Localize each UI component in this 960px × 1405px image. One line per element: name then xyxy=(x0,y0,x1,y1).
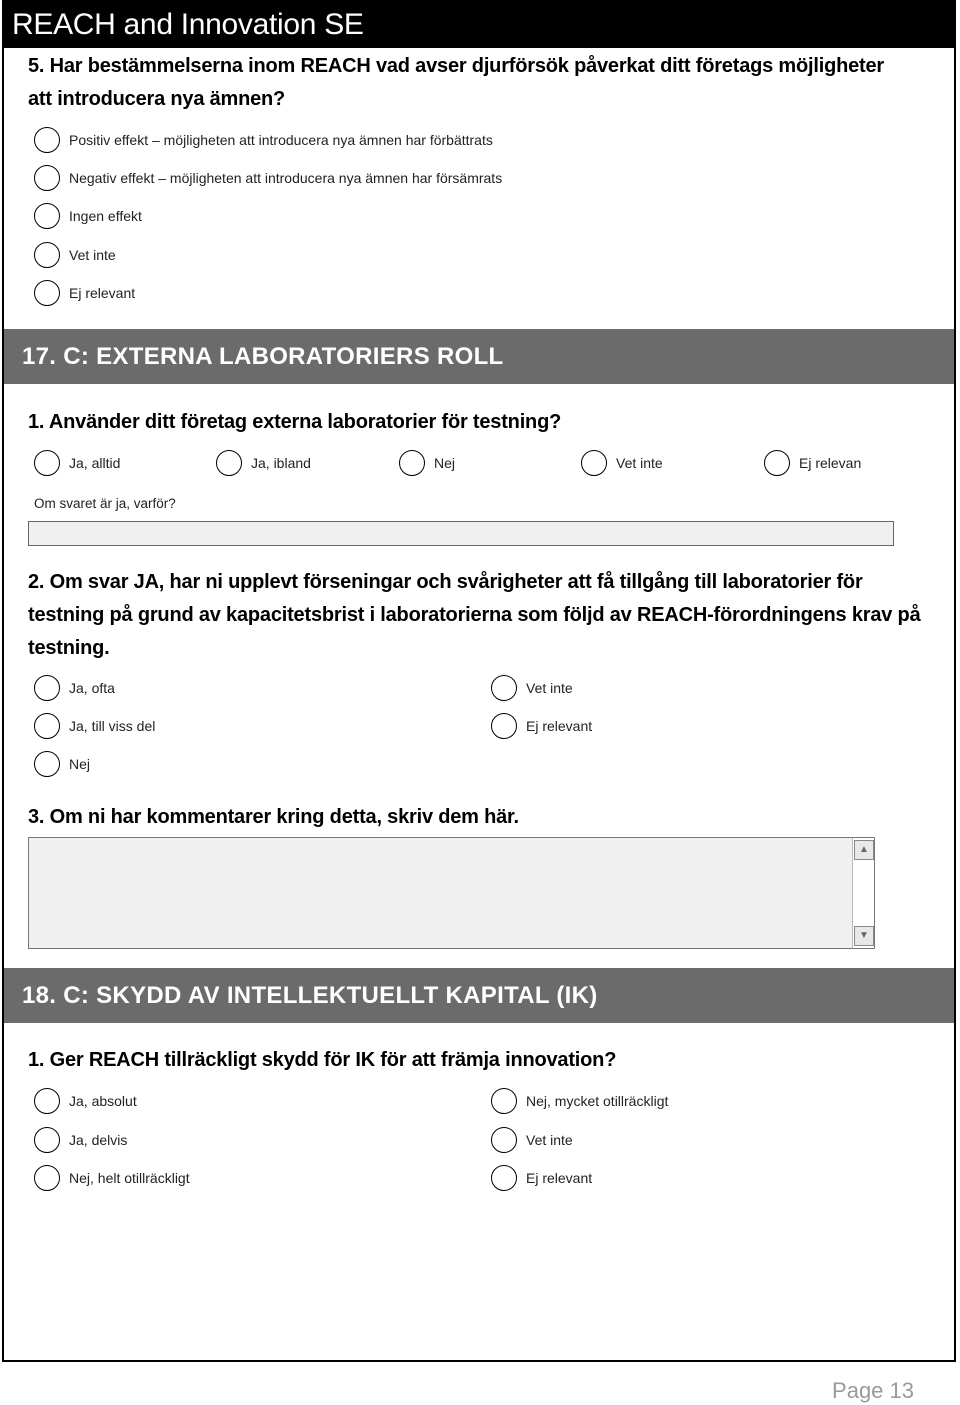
section-header-18: 18. C: SKYDD AV INTELLEKTUELLT KAPITAL (IK) xyxy=(4,968,954,1023)
radio-option-not-relevant[interactable] xyxy=(491,712,592,740)
comments-text xyxy=(29,838,874,846)
option-label: Ja, alltid xyxy=(69,455,121,471)
radio-circle[interactable] xyxy=(34,280,60,306)
vertical-scrollbar[interactable] xyxy=(852,838,874,948)
radio-option-dont-know[interactable] xyxy=(34,241,116,269)
radio-circle[interactable] xyxy=(491,1127,517,1153)
radio-circle[interactable] xyxy=(34,165,60,191)
option-label: Vet inte xyxy=(616,455,663,471)
radio-circle[interactable] xyxy=(491,675,517,701)
radio-option-not-relevant[interactable] xyxy=(34,279,135,307)
option-label: Ja, delvis xyxy=(69,1132,128,1148)
option-label: Ja, till viss del xyxy=(69,718,156,734)
scroll-down-icon[interactable]: ▼ xyxy=(854,926,874,946)
radio-option-no[interactable] xyxy=(34,750,90,778)
radio-option-often[interactable] xyxy=(34,674,115,702)
radio-option-no[interactable] xyxy=(399,449,455,477)
radio-circle[interactable] xyxy=(34,450,60,476)
option-label: Ja, ibland xyxy=(251,455,311,471)
radio-option-very-insufficient[interactable] xyxy=(491,1087,668,1115)
option-label: Ej relevant xyxy=(69,285,136,301)
option-label: Positiv effekt – möjligheten att introducera nya ämnen har förbättrats xyxy=(69,132,493,148)
radio-option-completely-insufficient[interactable] xyxy=(34,1164,190,1192)
option-label: Nej xyxy=(434,455,456,471)
radio-option-partly[interactable] xyxy=(34,712,155,740)
radio-option-always[interactable] xyxy=(34,449,120,477)
radio-circle[interactable] xyxy=(34,1127,60,1153)
radio-option-no-effect[interactable] xyxy=(34,202,142,230)
scroll-up-icon[interactable]: ▲ xyxy=(854,840,874,860)
option-label: Nej, mycket otillräckligt xyxy=(526,1093,669,1109)
radio-option-negative[interactable] xyxy=(34,164,502,192)
radio-option-dont-know[interactable] xyxy=(491,1126,573,1154)
question-17-2: 2. Om svar JA, har ni upplevt förseningar och svårigheter att få tillgång till laboratorier för testning på grund av kapacitetsbrist i laboratorierna som följd av REACH-förordningens krav på testning. xyxy=(28,571,921,659)
option-label: Ja, ofta xyxy=(69,680,115,696)
radio-circle[interactable] xyxy=(34,1165,60,1191)
page-title: REACH and Innovation SE xyxy=(4,2,954,48)
radio-circle[interactable] xyxy=(34,127,60,153)
radio-circle[interactable] xyxy=(34,242,60,268)
option-label: Negativ effekt – möjligheten att introducera nya ämnen har försämrats xyxy=(69,170,503,186)
option-label: Nej, helt otillräckligt xyxy=(69,1170,190,1186)
option-label: Vet inte xyxy=(526,1132,573,1148)
radio-circle[interactable] xyxy=(581,450,607,476)
radio-option-positive[interactable] xyxy=(34,126,493,154)
question-17-3: 3. Om ni har kommentarer kring detta, skriv dem här. xyxy=(28,806,519,828)
radio-option-dont-know[interactable] xyxy=(581,449,663,477)
option-label: Ja, absolut xyxy=(69,1093,137,1109)
followup-label: Om svaret är ja, varför? xyxy=(34,496,176,511)
option-label: Ej relevant xyxy=(526,1170,593,1186)
radio-option-dont-know[interactable] xyxy=(491,674,573,702)
radio-option-absolutely[interactable] xyxy=(34,1087,137,1115)
question-5: 5. Har bestämmelserna inom REACH vad avser djurförsök påverkat ditt företags möjligheter att introducera nya ämnen? xyxy=(28,55,885,110)
question-18-1: 1. Ger REACH tillräckligt skydd för IK för att främja innovation? xyxy=(28,1049,617,1071)
radio-circle[interactable] xyxy=(399,450,425,476)
radio-circle[interactable] xyxy=(491,1165,517,1191)
radio-option-sometimes[interactable] xyxy=(216,449,311,477)
radio-circle[interactable] xyxy=(491,1088,517,1114)
comments-textarea[interactable] xyxy=(28,837,875,949)
radio-circle[interactable] xyxy=(34,751,60,777)
option-label: Ej relevan xyxy=(799,455,862,471)
option-label: Nej xyxy=(69,756,91,772)
form-page xyxy=(2,0,956,1362)
section-header-17: 17. C: EXTERNA LABORATORIERS ROLL xyxy=(4,329,954,384)
question-17-1: 1. Använder ditt företag externa laboratorier för testning? xyxy=(28,411,562,433)
radio-circle[interactable] xyxy=(34,713,60,739)
radio-circle[interactable] xyxy=(216,450,242,476)
radio-option-partly[interactable] xyxy=(34,1126,127,1154)
radio-option-not-relevant[interactable] xyxy=(491,1164,592,1192)
reason-text-field[interactable] xyxy=(28,521,894,546)
radio-circle[interactable] xyxy=(34,675,60,701)
page-number: Page 13 xyxy=(832,1378,914,1403)
option-label: Ingen effekt xyxy=(69,208,142,224)
option-label: Vet inte xyxy=(526,680,573,696)
radio-option-not-relevant[interactable] xyxy=(764,449,861,477)
option-label: Vet inte xyxy=(69,247,116,263)
radio-circle[interactable] xyxy=(34,203,60,229)
radio-circle[interactable] xyxy=(491,713,517,739)
radio-circle[interactable] xyxy=(764,450,790,476)
radio-circle[interactable] xyxy=(34,1088,60,1114)
option-label: Ej relevant xyxy=(526,718,593,734)
